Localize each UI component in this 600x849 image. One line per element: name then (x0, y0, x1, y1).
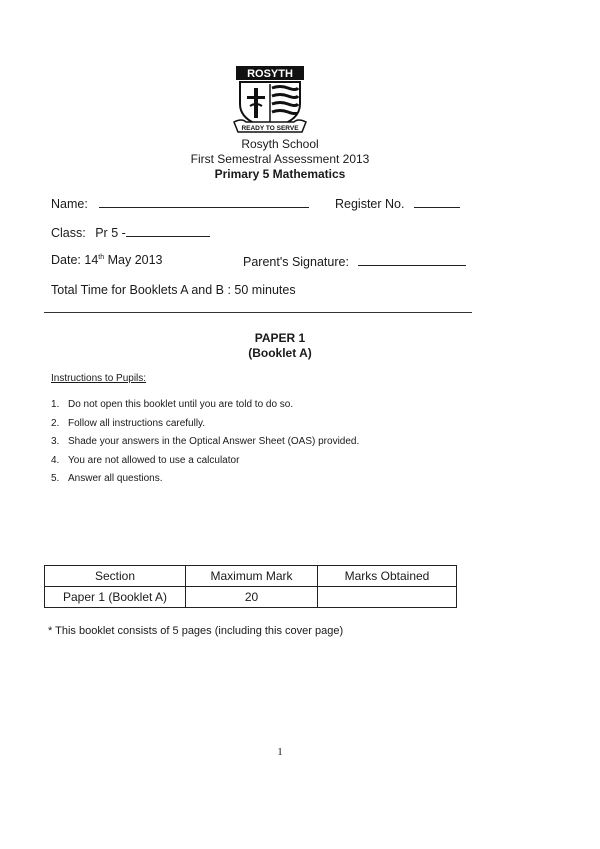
marks-table (44, 565, 457, 608)
footnote: * This booklet consists of 5 pages (including this cover page) (48, 625, 344, 637)
date-suffix: th (98, 253, 105, 261)
list-item: 3. Shade your answers in the Optical Answer Sheet (OAS) provided. (51, 436, 360, 447)
class-prefix: Pr 5 - (95, 226, 126, 240)
date-day: 14 (84, 253, 99, 267)
page-number: 1 (277, 746, 283, 758)
parent-signature-field[interactable] (358, 253, 466, 266)
class-label: Class: (51, 226, 86, 240)
register-label: Register No. (335, 197, 405, 211)
name-row (51, 195, 309, 211)
date-rest: May 2013 (107, 253, 163, 267)
register-no-field[interactable] (414, 195, 460, 208)
list-item: 2. Follow all instructions carefully. (51, 417, 206, 429)
subject-title: Primary 5 Mathematics (214, 167, 346, 181)
signature-label: Parent's Signature: (243, 255, 349, 269)
date-row (51, 253, 163, 267)
cell-section: Paper 1 (Booklet A) (45, 587, 186, 608)
list-item: 1. Do not open this booklet until you are told to do so. (51, 399, 294, 410)
instructions-title: Instructions to Pupils: (51, 373, 147, 384)
class-field[interactable] (126, 224, 210, 237)
table-row (45, 587, 457, 608)
total-time: Total Time for Booklets A and B : 50 minutes (51, 283, 296, 297)
date-label: Date: (51, 253, 81, 267)
header-marks-obtained: Marks Obtained (318, 566, 457, 587)
cell-marks-obtained[interactable] (318, 587, 457, 608)
crest-motto: READY TO SERVE (241, 125, 299, 132)
header-maximum-mark: Maximum Mark (186, 566, 318, 587)
cell-maximum-mark: 20 (186, 587, 318, 608)
table-header-row (45, 566, 457, 587)
name-label: Name: (51, 197, 88, 211)
instructions-list (51, 396, 359, 489)
divider-line (44, 312, 472, 313)
register-row (335, 195, 460, 211)
booklet-title: (Booklet A) (248, 346, 312, 360)
school-name: Rosyth School (241, 137, 319, 151)
class-row (51, 224, 210, 240)
list-item: 5. Answer all questions. (51, 473, 163, 484)
crest-banner-text: ROSYTH (247, 68, 293, 80)
school-crest (232, 64, 308, 136)
assessment-title: First Semestral Assessment 2013 (190, 152, 370, 166)
signature-row (243, 253, 466, 269)
paper-title: PAPER 1 (254, 331, 306, 345)
header-section: Section (45, 566, 186, 587)
list-item: 4. You are not allowed to use a calculator (51, 454, 240, 466)
name-field[interactable] (99, 195, 309, 208)
